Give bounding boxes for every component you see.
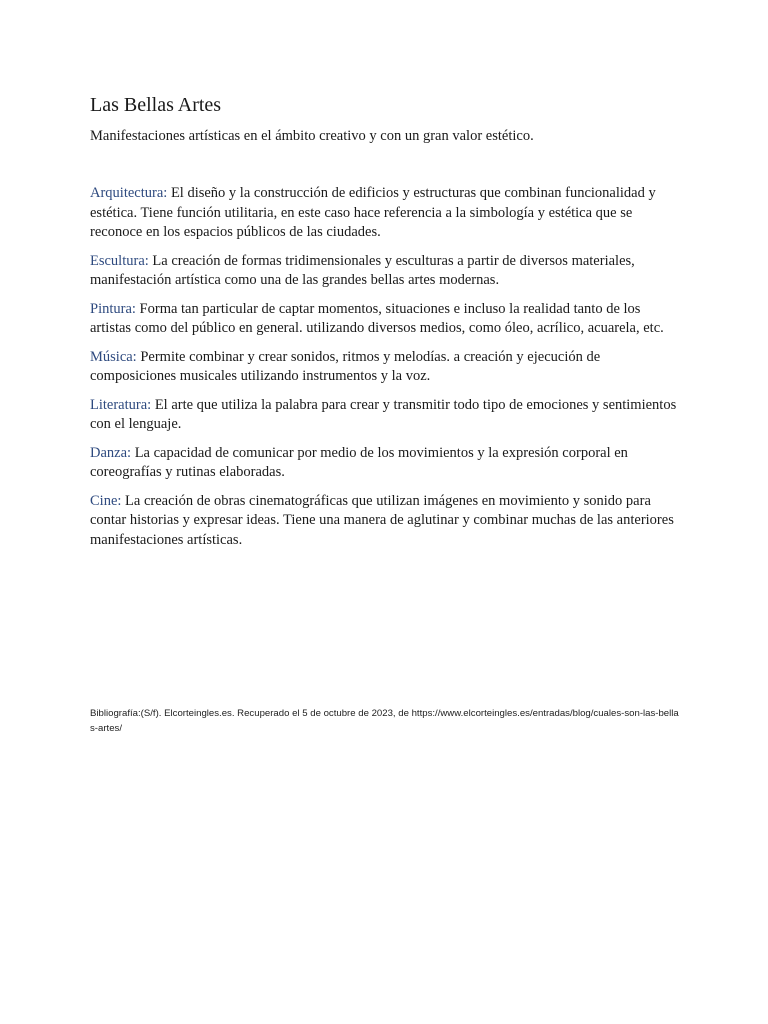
entry-text: Forma tan particular de captar momentos, situaciones e incluso la realidad tanto de los artistas como del público en general. utilizando diversos medios, como óleo, acrílico, acuarela, etc.: [90, 300, 664, 336]
entry-text: El diseño y la construcción de edificios y estructuras que combinan funcionalidad y estética. Tiene función utilitaria, en este caso hace referencia a la simbología y estética que se reconoce en los espacios públicos de las ciudades.: [90, 185, 656, 240]
entry-escultura: [90, 252, 682, 291]
entry-danza: [90, 444, 682, 483]
entry-pintura: [90, 300, 682, 339]
entry-musica: [90, 348, 682, 387]
entry-cine: [90, 492, 682, 551]
entry-term: Música:: [90, 348, 137, 365]
entry-term: Danza:: [90, 444, 132, 461]
bibliography: Bibliografía:(S/f). Elcorteingles.es. Recuperado el 5 de octubre de 2023, de https://www.elcorteingles.es/entradas/blog/cuales-son-las-bellas-artes/: [90, 708, 679, 734]
entry-arquitectura: [90, 184, 682, 243]
entry-term: Cine:: [90, 492, 122, 509]
document-content: [90, 92, 682, 559]
entry-text: El arte que utiliza la palabra para crear y transmitir todo tipo de emociones y sentimientos con el lenguaje.: [90, 396, 677, 432]
entry-text: La creación de obras cinematográficas que utilizan imágenes en movimiento y sonido para contar historias y expresar ideas. Tiene una manera de aglutinar y combinar muchas de las anteriores manifestaciones artísticas.: [90, 492, 674, 548]
entry-text: La creación de formas tridimensionales y esculturas a partir de diversos materiales, manifestación artística como una de las grandes bellas artes modernas.: [90, 252, 635, 288]
entry-text: Permite combinar y crear sonidos, ritmos y melodías. a creación y ejecución de composiciones musicales utilizando instrumentos y la voz.: [90, 348, 601, 384]
entry-term: Pintura:: [90, 300, 136, 317]
entry-term: Arquitectura:: [90, 185, 168, 201]
entry-term: Literatura:: [90, 396, 152, 413]
entry-text: La capacidad de comunicar por medio de los movimientos y la expresión corporal en coreografías y rutinas elaboradas.: [90, 444, 628, 480]
entry-literatura: [90, 396, 682, 435]
page-title: Las Bellas Artes: [90, 94, 222, 116]
entry-term: Escultura:: [90, 252, 149, 269]
page-subtitle: Manifestaciones artísticas en el ámbito creativo y con un gran valor estético.: [90, 128, 534, 144]
